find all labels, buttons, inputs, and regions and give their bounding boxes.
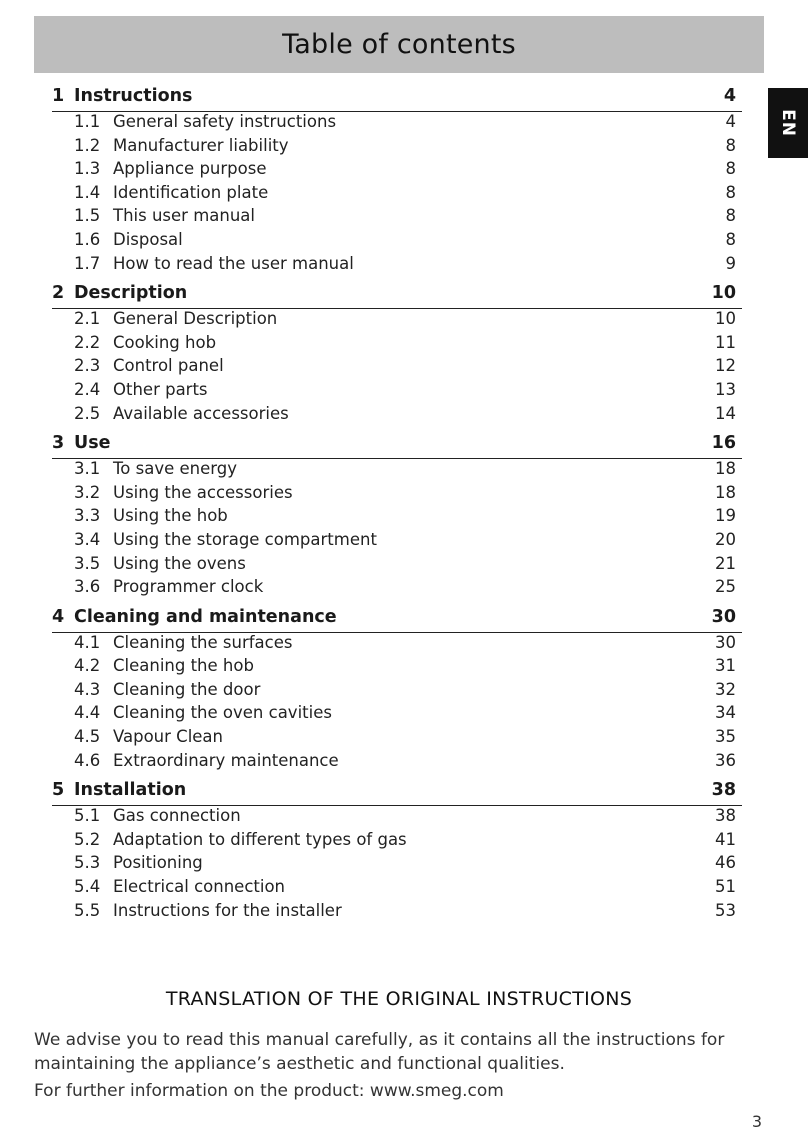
toc-chapter-title: Cleaning and maintenance	[74, 606, 337, 627]
toc-section-row[interactable]	[52, 356, 742, 380]
toc-section-title: Identification plate	[113, 182, 269, 202]
toc-section-title: Cleaning the door	[113, 679, 261, 699]
toc-section-title: Programmer clock	[113, 577, 264, 597]
toc-chapter-page: 10	[711, 283, 736, 304]
toc-section-page: 19	[715, 506, 736, 526]
toc-section-row[interactable]	[52, 309, 742, 333]
toc-section-number: 4.6	[74, 750, 101, 770]
language-tab	[768, 88, 808, 158]
toc-section-heading	[74, 183, 268, 202]
toc-section-heading	[74, 877, 285, 896]
toc-chapter-row[interactable]	[52, 607, 742, 633]
toc-section-row[interactable]	[52, 727, 742, 751]
toc-section-page: 9	[725, 253, 736, 273]
toc-section-number: 1.5	[74, 206, 101, 226]
toc-section-row[interactable]	[52, 459, 742, 483]
toc-section-title: Gas connection	[113, 806, 241, 826]
toc-section-title: How to read the user manual	[113, 253, 354, 273]
toc-section-title: Using the accessories	[113, 482, 293, 502]
toc-section-row[interactable]	[52, 901, 742, 925]
toc-section-title: Control panel	[113, 356, 224, 376]
toc-section-number: 4.5	[74, 727, 101, 747]
toc-section-title: This user manual	[113, 206, 255, 226]
toc-section-title: Cleaning the oven cavities	[113, 703, 332, 723]
toc-section-title: Manufacturer liability	[113, 135, 289, 155]
toc-section-number: 3.1	[74, 459, 101, 479]
toc-chapter	[52, 780, 742, 924]
toc-section-page: 10	[715, 309, 736, 329]
toc-section-heading	[74, 530, 377, 549]
toc-section-number: 2.4	[74, 379, 101, 399]
toc-section-title: Instructions for the installer	[113, 900, 342, 920]
toc-section-number: 2.5	[74, 403, 101, 423]
toc-section-page: 32	[715, 679, 736, 699]
toc-section-page: 41	[715, 829, 736, 849]
toc-section-number: 1.1	[74, 112, 101, 131]
toc-chapter-heading	[52, 433, 111, 453]
toc-section-title: Extraordinary maintenance	[113, 750, 339, 770]
toc-section-number: 5.3	[74, 853, 101, 873]
intro-paragraph: We advise you to read this manual carefully, as it contains all the instructions for maintaining the appliance’s aesthetic and functional qualities.	[34, 1030, 725, 1074]
toc-section-heading	[74, 633, 293, 652]
toc-section-number: 5.4	[74, 877, 101, 897]
toc-chapter-page: 30	[711, 606, 736, 627]
toc-section-page: 4	[725, 112, 736, 131]
toc-section-title: Using the ovens	[113, 553, 246, 573]
table-of-contents	[52, 86, 742, 930]
toc-chapter	[52, 433, 742, 601]
toc-chapter-heading	[52, 780, 186, 800]
toc-section-page: 51	[715, 877, 736, 897]
toc-section-page: 14	[715, 403, 736, 423]
toc-section-page: 11	[715, 332, 736, 352]
toc-section-heading	[74, 483, 293, 502]
toc-section-title: Using the storage compartment	[113, 529, 377, 549]
toc-section-row[interactable]	[52, 136, 742, 160]
page-number: 3	[751, 1112, 762, 1131]
toc-chapter-page: 16	[711, 433, 736, 454]
toc-section-row[interactable]	[52, 806, 742, 830]
toc-section-heading	[74, 703, 332, 722]
toc-chapter-number: 5	[52, 780, 65, 801]
toc-section-number: 1.7	[74, 253, 101, 273]
toc-section-title: Vapour Clean	[113, 727, 223, 747]
toc-section-number: 3.4	[74, 529, 101, 549]
toc-chapter-row[interactable]	[52, 780, 742, 806]
toc-chapter-row[interactable]	[52, 86, 742, 112]
toc-chapter-title: Use	[74, 433, 111, 454]
toc-section-row[interactable]	[52, 877, 742, 901]
toc-section-heading	[74, 459, 237, 478]
toc-section-row[interactable]	[52, 680, 742, 704]
toc-chapter-number: 1	[52, 86, 65, 106]
toc-section-row[interactable]	[52, 159, 742, 183]
toc-section-page: 31	[715, 656, 736, 676]
toc-section-page: 8	[725, 182, 736, 202]
toc-section-page: 8	[725, 229, 736, 249]
toc-section-row[interactable]	[52, 183, 742, 207]
toc-section-heading	[74, 206, 255, 225]
toc-section-row[interactable]	[52, 853, 742, 877]
toc-section-number: 5.5	[74, 900, 101, 920]
toc-section-heading	[74, 136, 289, 155]
toc-section-row[interactable]	[52, 530, 742, 554]
toc-section-number: 1.2	[74, 135, 101, 155]
toc-chapter-heading	[52, 607, 337, 627]
toc-section-row[interactable]	[52, 483, 742, 507]
toc-chapter-heading	[52, 283, 187, 303]
toc-section-heading	[74, 554, 246, 573]
toc-section-number: 2.1	[74, 309, 101, 329]
page-title: Table of contents	[282, 29, 516, 60]
toc-section-heading	[74, 333, 216, 352]
translation-heading: TRANSLATION OF THE ORIGINAL INSTRUCTIONS	[165, 988, 633, 1010]
toc-section-row[interactable]	[52, 206, 742, 230]
toc-section-heading	[74, 159, 266, 178]
toc-section-title: Cleaning the surfaces	[113, 632, 293, 652]
toc-section-title: General safety instructions	[113, 112, 337, 131]
toc-section-heading	[74, 751, 339, 770]
toc-section-title: To save energy	[113, 459, 237, 479]
toc-chapter-title: Description	[74, 283, 188, 304]
toc-section-row[interactable]	[52, 506, 742, 530]
toc-section-heading	[74, 727, 223, 746]
toc-section-number: 3.3	[74, 506, 101, 526]
toc-chapter-title: Installation	[74, 780, 187, 801]
toc-section-heading	[74, 112, 336, 131]
toc-section-row[interactable]	[52, 380, 742, 404]
toc-section-title: Electrical connection	[113, 877, 285, 897]
toc-section-title: General Description	[113, 309, 278, 329]
toc-section-title: Using the hob	[113, 506, 228, 526]
toc-chapter-number: 2	[52, 283, 65, 304]
toc-section-page: 46	[715, 853, 736, 873]
toc-chapter	[52, 86, 742, 277]
toc-chapter	[52, 283, 742, 427]
toc-section-number: 3.6	[74, 577, 101, 597]
toc-section-page: 36	[715, 750, 736, 770]
toc-section-row[interactable]	[52, 577, 742, 601]
toc-chapter-page: 4	[723, 86, 736, 106]
toc-chapter-page: 38	[711, 780, 736, 801]
intro-text	[34, 1028, 774, 1106]
toc-section-page: 21	[715, 553, 736, 573]
toc-section-title: Cooking hob	[113, 332, 217, 352]
toc-section-number: 5.1	[74, 806, 101, 826]
toc-section-row[interactable]	[52, 554, 742, 578]
toc-section-heading	[74, 356, 224, 375]
toc-section-row[interactable]	[52, 656, 742, 680]
toc-section-heading	[74, 853, 203, 872]
toc-section-number: 5.2	[74, 829, 101, 849]
toc-section-page: 18	[715, 482, 736, 502]
toc-section-heading	[74, 577, 263, 596]
toc-section-number: 4.3	[74, 679, 101, 699]
toc-section-heading	[74, 254, 354, 273]
toc-section-row[interactable]	[52, 703, 742, 727]
toc-section-page: 35	[715, 727, 736, 747]
toc-chapter-row[interactable]	[52, 433, 742, 459]
toc-section-number: 1.3	[74, 159, 101, 179]
toc-section-title: Disposal	[113, 229, 183, 249]
toc-section-row[interactable]	[52, 112, 742, 136]
toc-section-page: 8	[725, 159, 736, 179]
toc-section-page: 8	[725, 135, 736, 155]
toc-section-number: 2.3	[74, 356, 101, 376]
toc-section-page: 20	[715, 529, 736, 549]
toc-section-heading	[74, 309, 277, 328]
toc-section-page: 18	[715, 459, 736, 479]
toc-section-row[interactable]	[52, 333, 742, 357]
toc-section-page: 12	[715, 356, 736, 376]
intro-paragraph-website: For further information on the product: www.smeg.com	[34, 1081, 504, 1101]
toc-section-title: Appliance purpose	[113, 159, 267, 179]
toc-chapter-number: 4	[52, 606, 65, 627]
toc-section-number: 4.4	[74, 703, 101, 723]
toc-section-heading	[74, 230, 183, 249]
toc-section-number: 1.6	[74, 229, 101, 249]
toc-chapter-title: Instructions	[74, 86, 193, 106]
toc-section-row[interactable]	[52, 633, 742, 657]
toc-section-row[interactable]	[52, 230, 742, 254]
toc-section-title: Other parts	[113, 379, 208, 399]
toc-section-row[interactable]	[52, 254, 742, 278]
toc-section-row[interactable]	[52, 404, 742, 428]
toc-section-number: 3.5	[74, 553, 101, 573]
toc-section-title: Positioning	[113, 853, 203, 873]
toc-section-heading	[74, 901, 342, 920]
toc-section-page: 25	[715, 577, 736, 597]
language-label: EN	[778, 109, 798, 137]
toc-section-heading	[74, 830, 407, 849]
toc-section-heading	[74, 806, 241, 825]
toc-section-page: 34	[715, 703, 736, 723]
toc-chapter-number: 3	[52, 433, 65, 454]
toc-chapter	[52, 607, 742, 775]
toc-section-heading	[74, 656, 254, 675]
toc-section-heading	[74, 680, 260, 699]
toc-section-page: 53	[715, 900, 736, 920]
toc-section-page: 13	[715, 379, 736, 399]
toc-section-row[interactable]	[52, 751, 742, 775]
toc-section-page: 30	[715, 632, 736, 652]
toc-section-title: Cleaning the hob	[113, 656, 254, 676]
toc-section-number: 2.2	[74, 332, 101, 352]
toc-section-heading	[74, 404, 289, 423]
toc-section-title: Adaptation to different types of gas	[113, 829, 407, 849]
toc-section-number: 3.2	[74, 482, 101, 502]
toc-section-page: 38	[715, 806, 736, 826]
toc-section-number: 4.1	[74, 632, 101, 652]
toc-chapter-row[interactable]	[52, 283, 742, 309]
toc-section-heading	[74, 506, 228, 525]
toc-chapter-heading	[52, 86, 192, 106]
toc-section-number: 1.4	[74, 182, 101, 202]
toc-section-number: 4.2	[74, 656, 101, 676]
toc-section-heading	[74, 380, 208, 399]
toc-section-title: Available accessories	[113, 403, 289, 423]
toc-section-row[interactable]	[52, 830, 742, 854]
toc-section-page: 8	[725, 206, 736, 226]
page-header	[34, 16, 764, 73]
